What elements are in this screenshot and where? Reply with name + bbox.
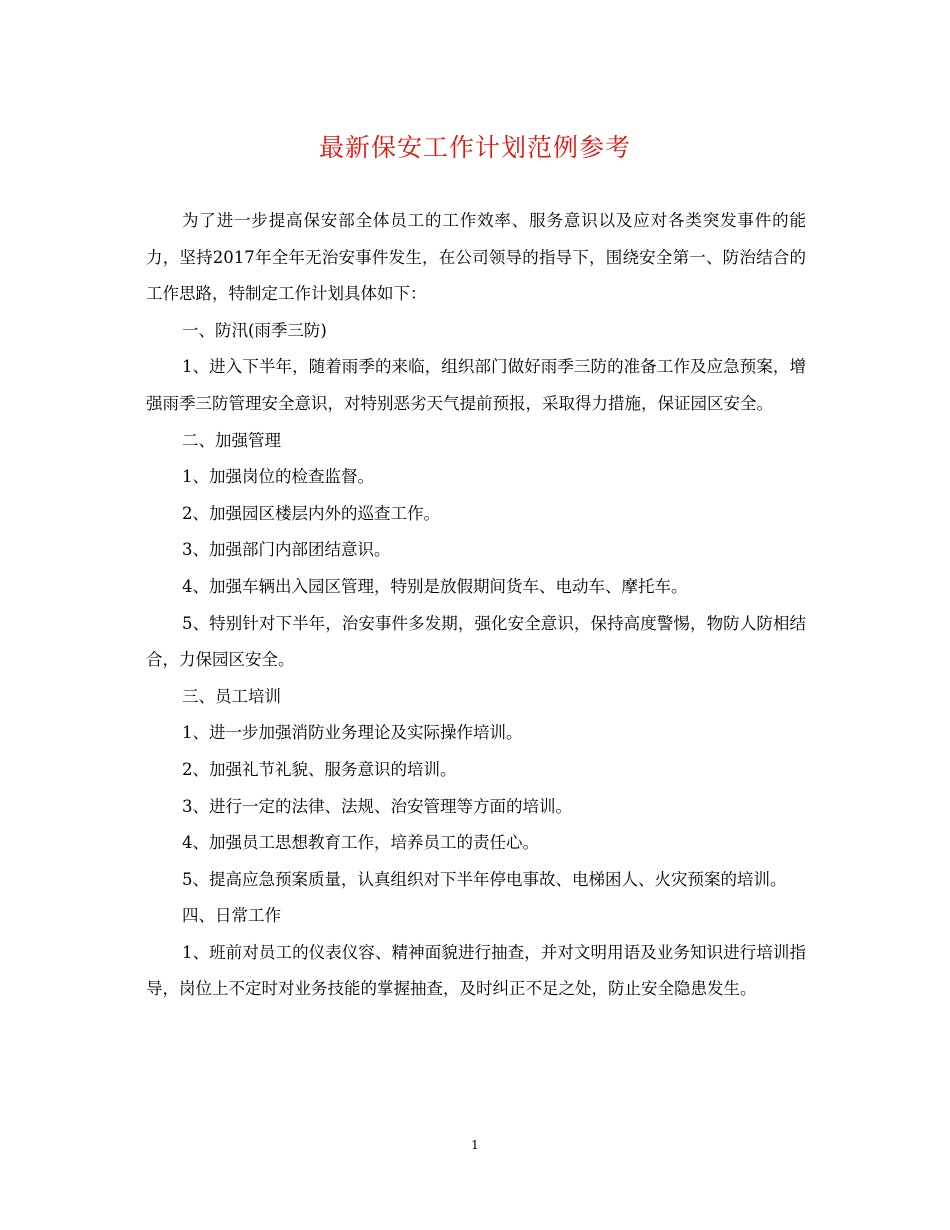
- paragraph: 1、加强岗位的检查监督。: [182, 467, 374, 487]
- intro-paragraph: 为了进一步提高保安部全体员工的工作效率、服务意识以及应对各类突发事件的能力，坚持2017年全年无治安事件发生，在公司领导的指导下，围绕安全第一、防治结合的工作思路，特制定工作计划具体如下：: [146, 211, 806, 304]
- paragraph: 3、加强部门内部团结意识。: [182, 540, 391, 560]
- paragraph: 1、进入下半年，随着雨季的来临，组织部门做好雨季三防的准备工作及应急预案，增强雨季三防管理安全意识，对特别恶劣天气提前预报，采取得力措施，保证园区安全。: [146, 357, 806, 413]
- paragraph: 2、加强园区楼层内外的巡查工作。: [182, 503, 440, 523]
- paragraph: 5、特别针对下半年，治安事件多发期，强化安全意识，保持高度警惕，物防人防相结合，力保园区安全。: [146, 613, 806, 670]
- paragraph: 2、加强礼节礼貌、服务意识的培训。: [182, 759, 457, 779]
- paragraph: 1、进一步加强消防业务理论及实际操作培训。: [182, 723, 523, 743]
- paragraph: 4、加强员工思想教育工作，培养员工的责任心。: [182, 833, 539, 853]
- document-body: [146, 203, 806, 1008]
- section-heading-daily-work: 四、日常工作: [182, 906, 281, 926]
- paragraph: 5、提高应急预案质量，认真组织对下半年停电事故、电梯困人、火灾预案的培训。: [182, 869, 787, 889]
- section-heading-training: 三、员工培训: [182, 686, 281, 706]
- section-heading-management: 二、加强管理: [182, 430, 281, 450]
- paragraph: 1、班前对员工的仪表仪容、精神面貌进行抽查，并对文明用语及业务知识进行培训指导，岗位上不定时对业务技能的掌握抽查，及时纠正不足之处，防止安全隐患发生。: [146, 942, 806, 999]
- page-number: 1: [471, 1138, 479, 1152]
- paragraph: 3、进行一定的法律、法规、治安管理等方面的培训。: [182, 796, 572, 816]
- document-title: 最新保安工作计划范例参考: [318, 133, 631, 162]
- section-heading-flood-control: 一、防汛(雨季三防): [182, 320, 327, 340]
- paragraph: 4、加强车辆出入园区管理，特别是放假期间货车、电动车、摩托车。: [182, 576, 688, 596]
